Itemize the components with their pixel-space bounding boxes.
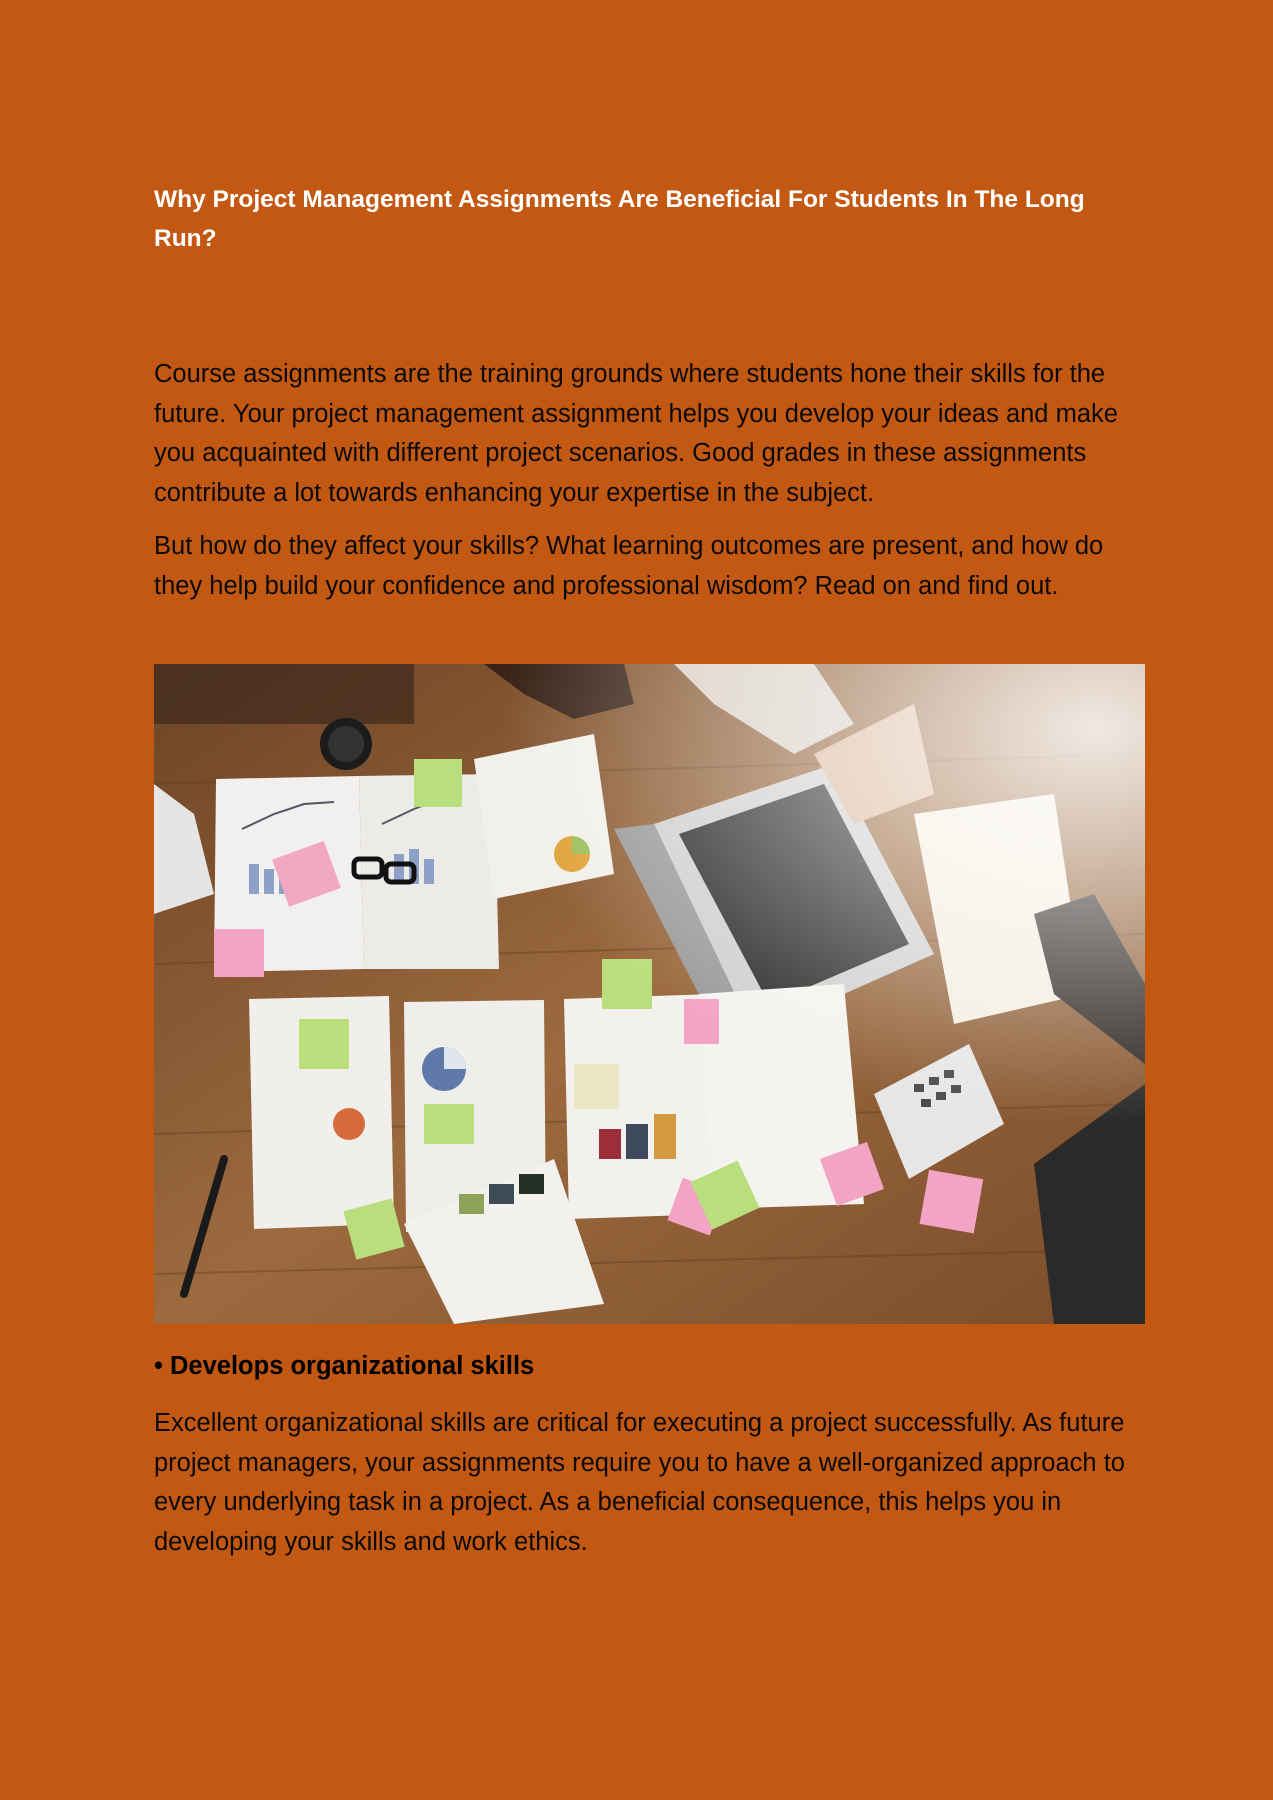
section-heading: • Develops organizational skills: [154, 1352, 535, 1380]
document-page: [154, 180, 1144, 1556]
desk-photo: [154, 664, 1145, 1324]
article-title: Why Project Management Assignments Are Beneficial For Students In The Long Run?: [154, 186, 1085, 252]
section-paragraph: Excellent organizational skills are critical for executing a project successfully. As future project managers, your assignments require you to have a well-organized approach to every underlying task in a project. As a beneficial consequence, this helps you in developing your skills and work ethics.: [154, 1409, 1125, 1556]
question-paragraph: But how do they affect your skills? What learning outcomes are present, and how do they help build your confidence and professional wisdom? Read on and find out.: [154, 532, 1104, 600]
intro-paragraph: Course assignments are the training grounds where students hone their skills for the future. Your project management assignment helps you develop your ideas and make you acquainted with different project scenarios. Good grades in these assignments contribute a lot towards enhancing your expertise in the subject.: [154, 360, 1118, 507]
